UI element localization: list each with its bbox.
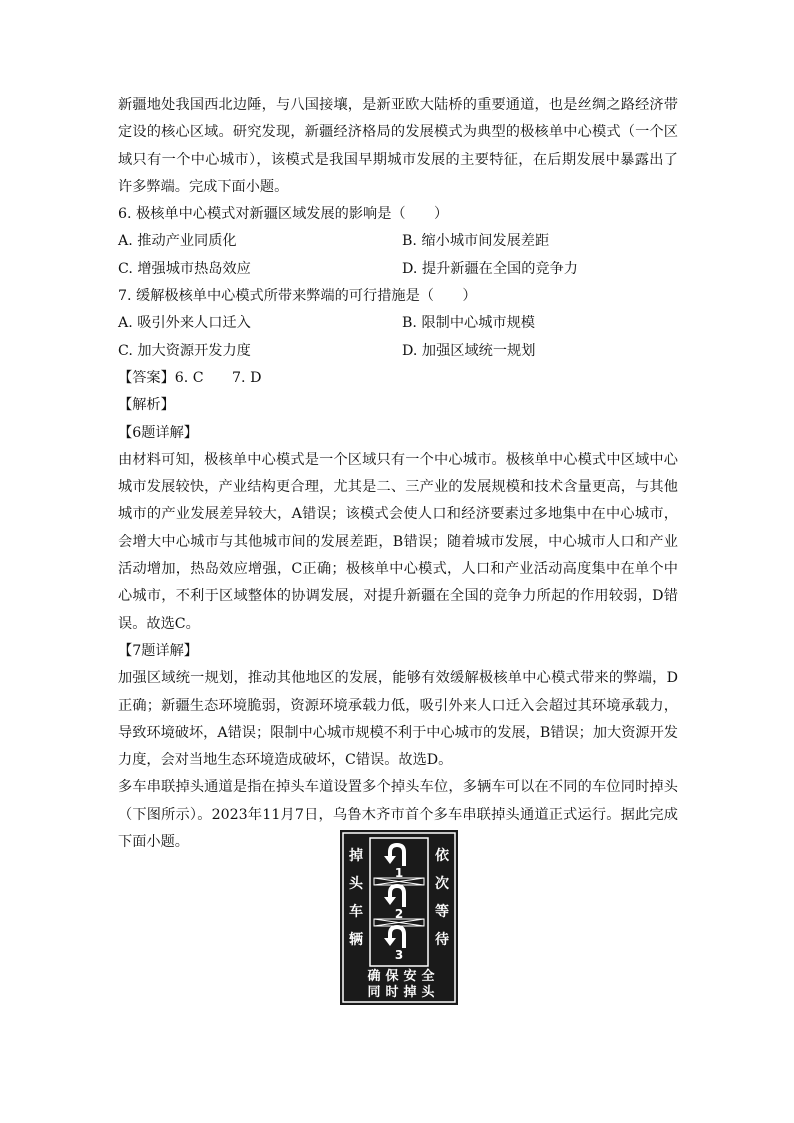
q6-option-b: B. 缩小城市间发展差距	[402, 233, 550, 250]
left-char: 头	[349, 876, 363, 892]
analysis-heading: 【解析】	[118, 397, 175, 414]
right-char: 等	[435, 904, 449, 920]
question-6-stem: 6. 极核单中心模式对新疆区域发展的影响是（ ）	[118, 206, 449, 223]
question-6-options-row-1	[118, 228, 678, 255]
bottom-char: 确	[367, 969, 381, 984]
bottom-char: 同	[367, 985, 381, 1000]
bottom-char: 头	[421, 985, 435, 1000]
question-7-options-row-2	[118, 338, 678, 365]
bottom-char: 安	[403, 969, 417, 984]
slot-number: 2	[394, 907, 404, 921]
q7-option-b: B. 限制中心城市规模	[402, 315, 535, 332]
q7-detail-text: 加强区域统一规划，推动其他地区的发展，能够有效缓解极核单中心模式带来的弊端，D正确；新疆生态环境脆弱，资源环境承载力低，吸引外来人口迁入会超过其环境承载力，导致环境破坏，A错误；限制中心城市规模不利于中心城市的发展，B错误；加大资源开发力度，会对当地生态环境造成破坏，C错误。故选D。	[118, 670, 678, 769]
left-char: 辆	[349, 932, 363, 948]
slot-number: 3	[394, 948, 404, 962]
left-char: 掉	[349, 848, 363, 864]
question-6-options-row-2	[118, 256, 678, 283]
right-char: 待	[435, 932, 449, 948]
q7-detail-heading: 【7题详解】	[118, 642, 198, 659]
right-char: 次	[435, 876, 449, 892]
q6-detail-text: 由材料可知，极核单中心模式是一个区域只有一个中心城市。极核单中心模式中区域中心城市发展较快，产业结构更合理，尤其是二、三产业的发展规模和技术含量更高，与其他城市的产业发展差异较大，A错误；该模式会使人口和经济要素过多地集中在中心城市，会增大中心城市与其他城市间的发展差距，B错误；随着城市发展，中心城市人口和产业活动增加，热岛效应增强，C正确；极核单中心模式，人口和产业活动高度集中在单个中心城市，不利于区域整体的协调发展，对提升新疆在全国的竞争力所起的作用较弱，D错误。故选C。	[118, 451, 678, 632]
slot-number: 1	[394, 866, 404, 880]
bottom-char: 掉	[403, 985, 417, 1000]
intro-paragraph-2: 多车串联掉头通道是指在掉头车道设置多个掉头车位，多辆车可以在不同的车位同时掉头（下图所示）。2023年11月7日，乌鲁木齐市首个多车串联掉头通道正式运行。据此完成下面小题。	[118, 779, 678, 851]
question-7-options-row-1	[118, 310, 678, 337]
q7-option-a: A. 吸引外来人口迁入	[118, 315, 251, 332]
q6-option-d: D. 提升新疆在全国的竞争力	[402, 260, 578, 277]
u-turn-sign-svg	[340, 830, 458, 1005]
answer-line: 【答案】6. C 7. D	[118, 369, 262, 386]
q7-option-c: C. 加大资源开发力度	[118, 342, 251, 359]
question-7-stem: 7. 缓解极核单中心模式所带来弊端的可行措施是（ ）	[118, 288, 477, 305]
intro-paragraph-1: 新疆地处我国西北边陲，与八国接壤，是新亚欧大陆桥的重要通道，也是丝绸之路经济带定设的核心区域。研究发现，新疆经济格局的发展模式为典型的极核单中心模式（一个区域只有一个中心城市），该模式是我国早期城市发展的主要特征，在后期发展中暴露出了许多弊端。完成下面小题。	[118, 97, 678, 195]
q7-option-d: D. 加强区域统一规划	[402, 342, 536, 359]
left-char: 车	[349, 904, 363, 920]
document-body	[118, 92, 678, 856]
u-turn-lane-sign-figure	[340, 830, 458, 1005]
q6-option-a: A. 推动产业同质化	[118, 233, 237, 250]
bottom-char: 时	[385, 985, 399, 1000]
bottom-char: 保	[385, 969, 399, 984]
right-char: 依	[435, 848, 449, 864]
bottom-char: 全	[421, 969, 435, 984]
q6-detail-heading: 【6题详解】	[118, 424, 198, 441]
q6-option-c: C. 增强城市热岛效应	[118, 260, 251, 277]
